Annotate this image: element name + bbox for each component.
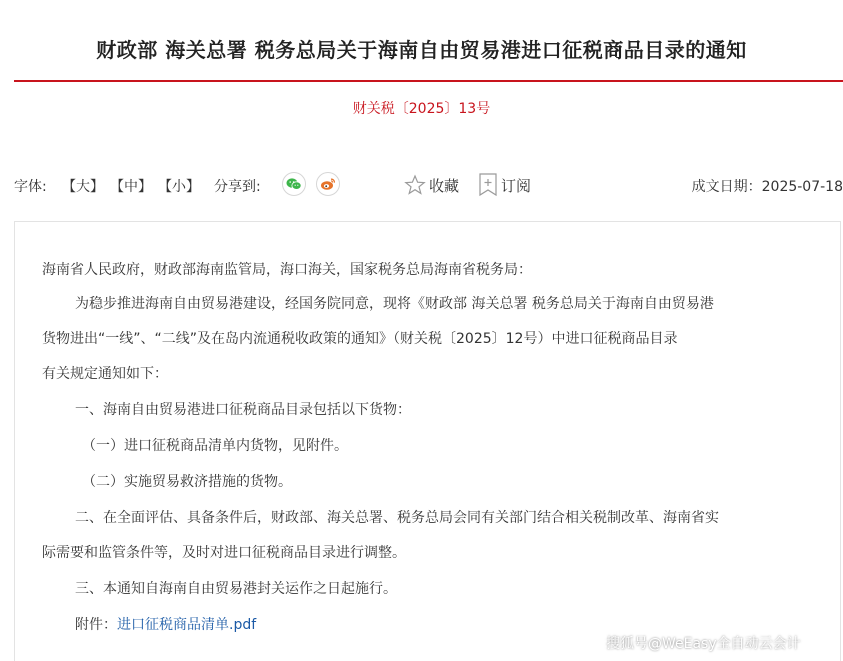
subscribe-button[interactable] bbox=[478, 172, 531, 198]
share-weibo-button[interactable] bbox=[316, 172, 340, 196]
wechat-icon bbox=[286, 177, 302, 191]
intro-paragraph-line-2: 货物进出“一线”、“二线”及在岛内流通税收政策的通知》（财关税〔2025〕12号）中进口征税商品目录 bbox=[42, 331, 678, 347]
font-size-medium-link[interactable]: 【中】 bbox=[110, 179, 152, 195]
article-title: 财政部 海关总署 税务总局关于海南自由贸易港进口征税商品目录的通知 bbox=[96, 38, 747, 62]
share-label: 分享到: bbox=[214, 179, 261, 195]
item-2-line-2: 际需要和监管条件等，及时对进口征税商品目录进行调整。 bbox=[42, 545, 406, 561]
favorite-label: 收藏 bbox=[429, 176, 460, 195]
addressee-line: 海南省人民政府，财政部海南监管局，海口海关，国家税务总局海南省税务局： bbox=[42, 262, 532, 278]
star-icon bbox=[404, 174, 426, 196]
bookmark-plus-icon bbox=[478, 173, 498, 197]
font-size-label: 字体: bbox=[14, 179, 47, 195]
subscribe-label: 订阅 bbox=[501, 176, 532, 195]
article-content bbox=[14, 221, 841, 661]
item-1-sub-2: （二）实施贸易救济措施的货物。 bbox=[82, 474, 292, 490]
item-3: 三、本通知自海南自由贸易港封关运作之日起施行。 bbox=[75, 581, 397, 597]
attachment-line bbox=[75, 615, 256, 635]
watermark: 搜狐号@WeEasy全自动云会计 bbox=[606, 636, 801, 652]
attachment-label: 附件： bbox=[75, 617, 117, 633]
item-2-line-1: 二、在全面评估、具备条件后，财政部、海关总署、税务总局会同有关部门结合相关税制改革、海南省实 bbox=[75, 510, 719, 526]
item-1-sub-1: （一）进口征税商品清单内货物，见附件。 bbox=[82, 438, 348, 454]
weibo-icon bbox=[320, 177, 336, 191]
attachment-link[interactable]: 进口征税商品清单.pdf bbox=[117, 617, 257, 633]
favorite-button[interactable] bbox=[404, 172, 459, 198]
title-divider bbox=[14, 80, 843, 82]
intro-paragraph-line-1: 为稳步推进海南自由贸易港建设，经国务院同意，现将《财政部 海关总署 税务总局关于海南自由贸易港 bbox=[75, 296, 714, 312]
item-1: 一、海南自由贸易港进口征税商品目录包括以下货物： bbox=[75, 402, 411, 418]
document-date: 成文日期：2025-07-18 bbox=[691, 179, 843, 195]
font-size-small-link[interactable]: 【小】 bbox=[158, 179, 200, 195]
intro-paragraph-line-3: 有关规定通知如下： bbox=[42, 366, 168, 382]
toolbar bbox=[14, 172, 843, 198]
document-number: 财关税〔2025〕13号 bbox=[352, 101, 491, 117]
font-size-large-link[interactable]: 【大】 bbox=[62, 179, 104, 195]
share-wechat-button[interactable] bbox=[282, 172, 306, 196]
